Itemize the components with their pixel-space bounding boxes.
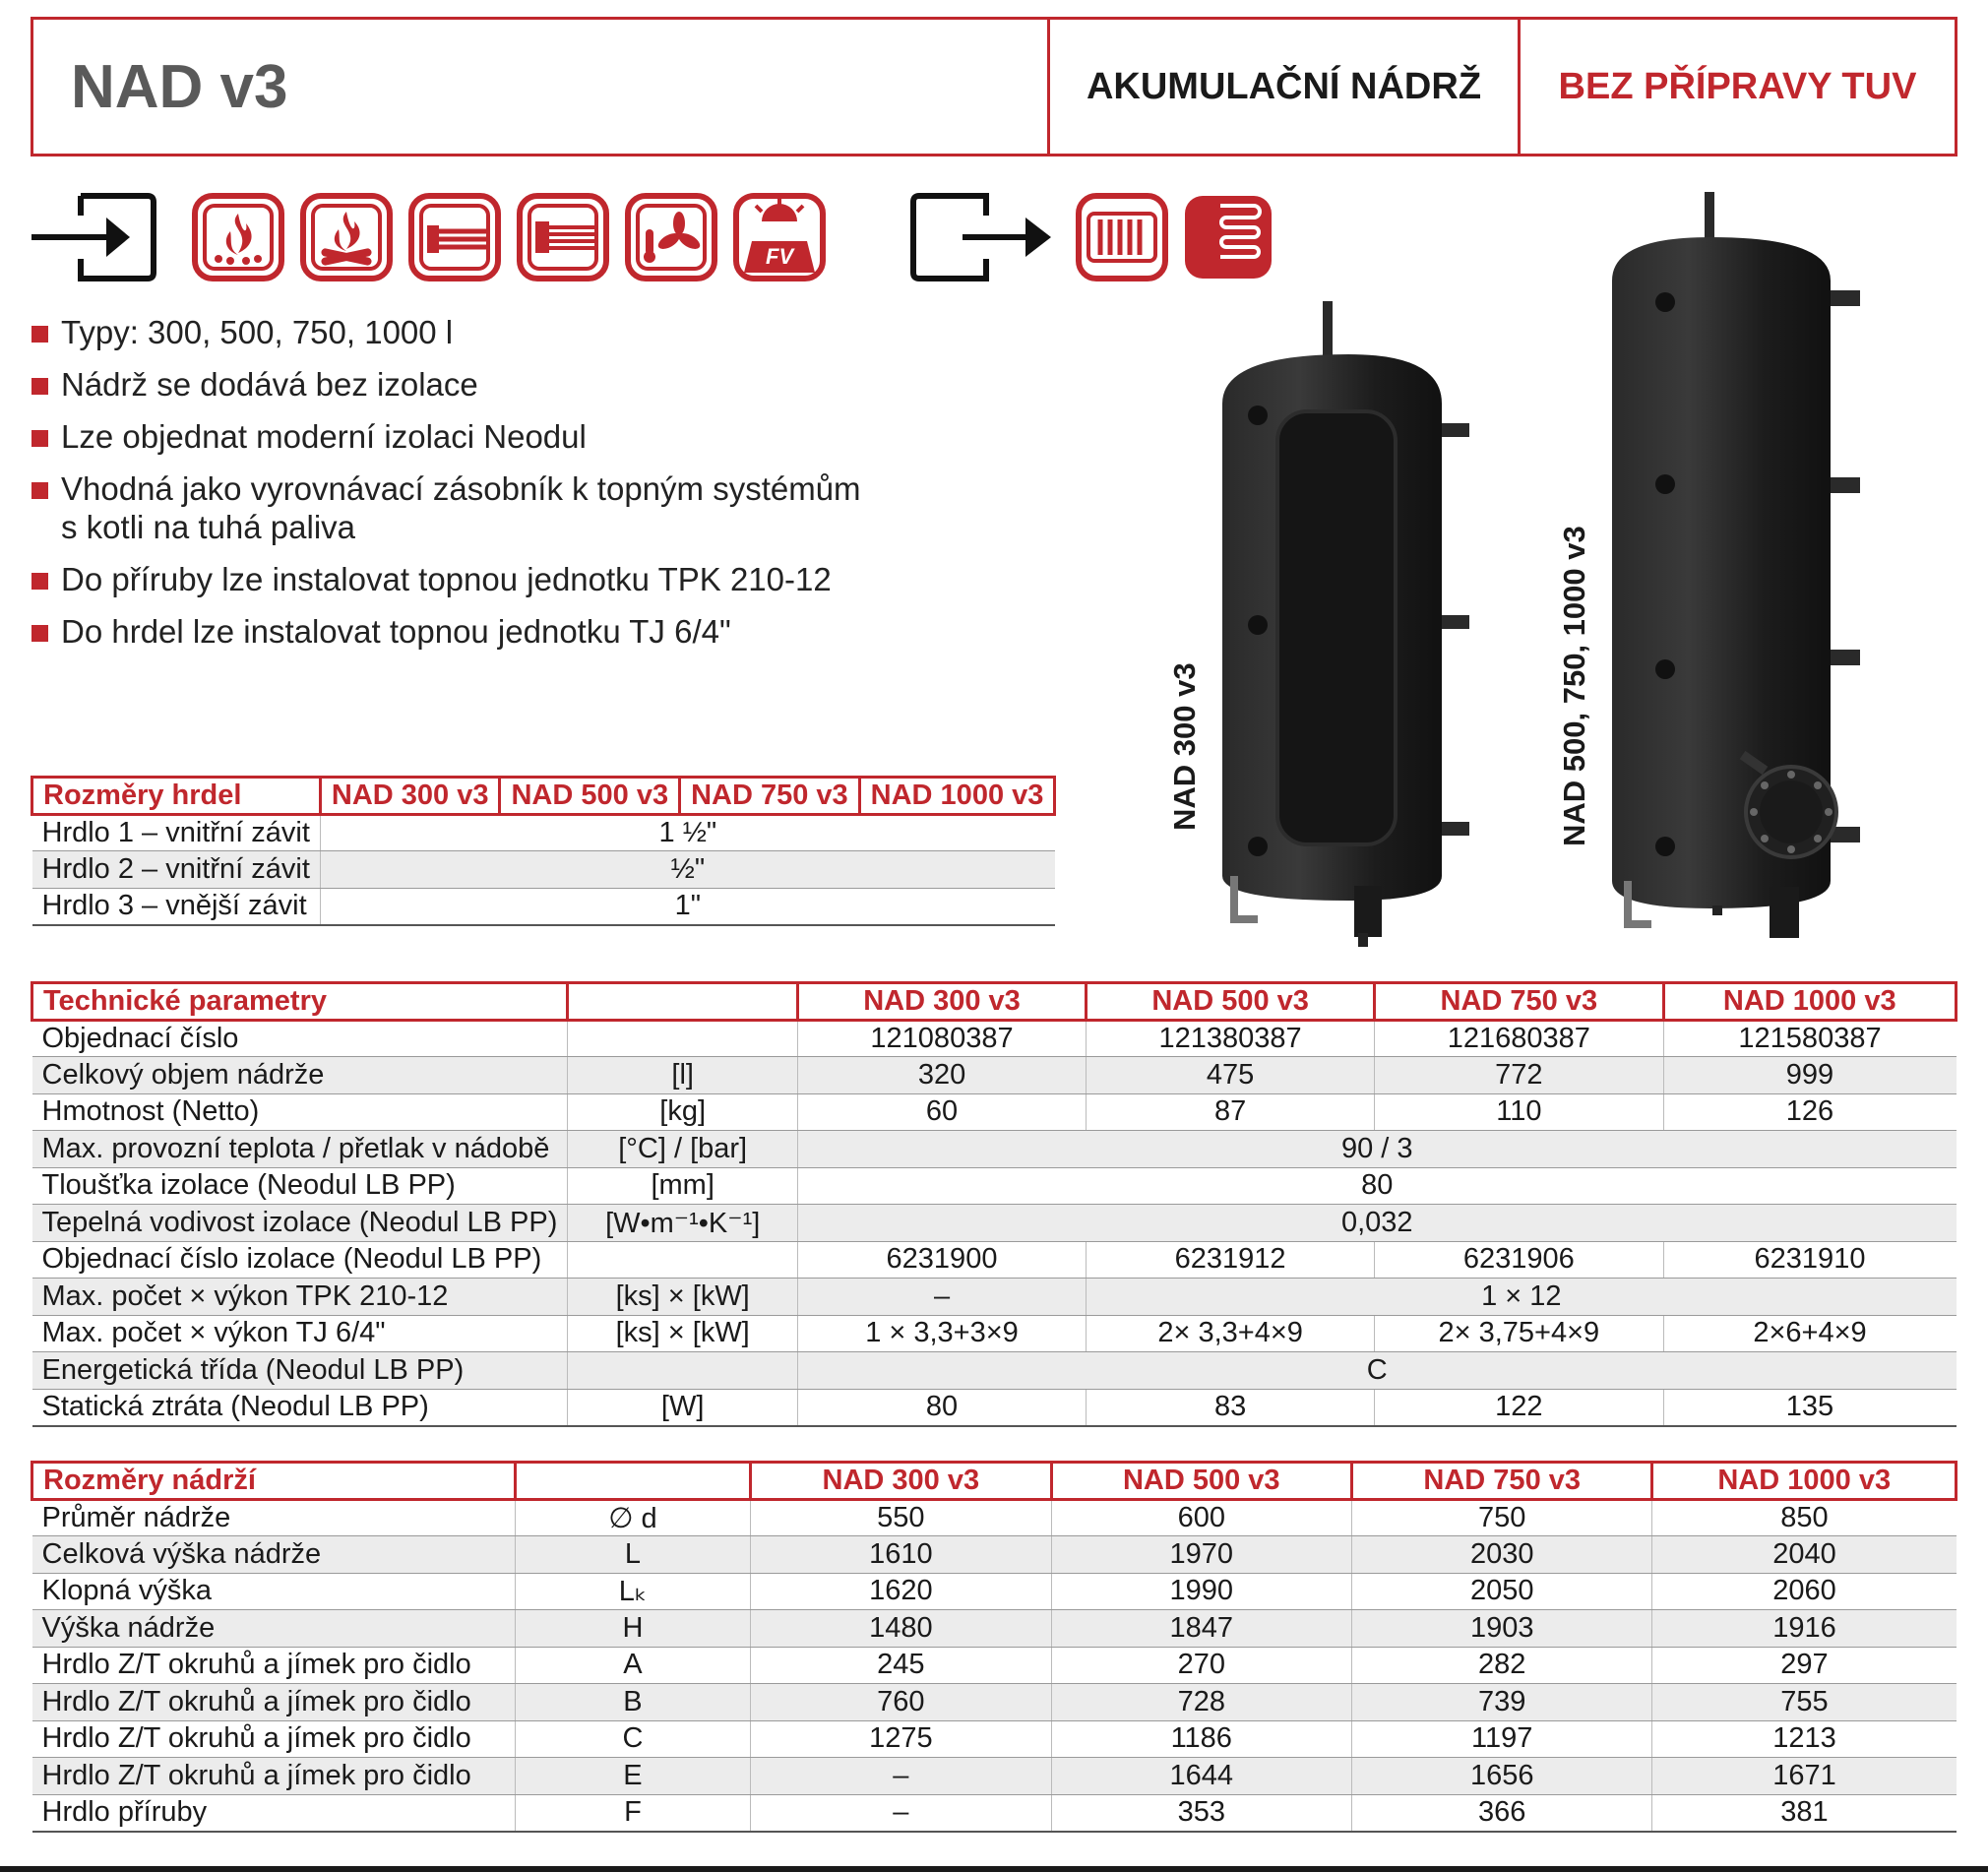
table-cell: Statická ztráta (Neodul LB PP) xyxy=(32,1389,568,1426)
table-row xyxy=(32,1131,1957,1168)
table-cell: B xyxy=(515,1684,750,1721)
radiator-icon xyxy=(1075,192,1169,282)
table-cell: Hrdlo Z/T okruhů a jímek pro čidlo xyxy=(32,1758,516,1795)
table-cell: 121680387 xyxy=(1375,1020,1663,1057)
table-cell: [mm] xyxy=(568,1167,798,1205)
table-cell: H xyxy=(515,1610,750,1648)
table-cell: 755 xyxy=(1652,1684,1957,1721)
fireplace-boiler-icon xyxy=(299,192,394,282)
table-cell: 126 xyxy=(1663,1093,1957,1131)
table-cell: ½" xyxy=(320,851,1055,889)
table-cell: 2× 3,75+4×9 xyxy=(1375,1315,1663,1352)
table-cell: 475 xyxy=(1087,1057,1375,1094)
table-cell: 135 xyxy=(1663,1389,1957,1426)
table-cell: 760 xyxy=(751,1684,1051,1721)
heating-element-icon xyxy=(407,192,502,282)
table-header-cell: NAD 500 v3 xyxy=(500,778,680,815)
table-cell: 2050 xyxy=(1352,1573,1652,1610)
table-cell: 550 xyxy=(751,1499,1051,1536)
table-row xyxy=(32,1499,1957,1536)
table-cell: Hrdlo příruby xyxy=(32,1794,516,1832)
table-cell: Objednací číslo izolace (Neodul LB PP) xyxy=(32,1241,568,1279)
table-row xyxy=(32,1057,1957,1094)
table-cell: 6231900 xyxy=(797,1241,1086,1279)
table-technical-parameters xyxy=(31,981,1957,1427)
table-cell: 600 xyxy=(1051,1499,1351,1536)
table-cell: 297 xyxy=(1652,1647,1957,1684)
table-row xyxy=(32,888,1055,925)
table-cell: A xyxy=(515,1647,750,1684)
table-cell: 1 × 3,3+3×9 xyxy=(797,1315,1086,1352)
table-cell: 1" xyxy=(320,888,1055,925)
table-cell: – xyxy=(751,1758,1051,1795)
table-cell: Energetická třída (Neodul LB PP) xyxy=(32,1352,568,1390)
table-cell: [ks] × [kW] xyxy=(568,1279,798,1316)
table-cell: 772 xyxy=(1375,1057,1663,1094)
table-header-cell: NAD 750 v3 xyxy=(1375,983,1663,1021)
table-cell: 270 xyxy=(1051,1647,1351,1684)
tank-small-label: NAD 300 v3 xyxy=(1167,662,1202,831)
table-row xyxy=(32,1758,1957,1795)
table-header-cell xyxy=(568,983,798,1021)
table-cell: 739 xyxy=(1352,1684,1652,1721)
table-row xyxy=(32,1167,1957,1205)
table-cell: [W•m⁻¹•K⁻¹] xyxy=(568,1205,798,1242)
table-row xyxy=(32,1647,1957,1684)
table-hrdel xyxy=(31,776,1056,926)
heating-coil-icon xyxy=(516,192,610,282)
list-item: Lze objednat moderní izolaci Neodul xyxy=(28,417,913,456)
page-title: NAD v3 xyxy=(71,52,288,121)
table-cell: Tloušťka izolace (Neodul LB PP) xyxy=(32,1167,568,1205)
table-cell xyxy=(568,1352,798,1390)
table-cell: 0,032 xyxy=(797,1205,1956,1242)
table-header-cell: NAD 500 v3 xyxy=(1087,983,1375,1021)
table-cell xyxy=(568,1020,798,1057)
table-cell: 90 / 3 xyxy=(797,1131,1956,1168)
table-cell: 999 xyxy=(1663,1057,1957,1094)
table-header-cell xyxy=(515,1463,750,1500)
table-cell: 121380387 xyxy=(1087,1020,1375,1057)
table-row xyxy=(32,1610,1957,1648)
table-header-cell: NAD 1000 v3 xyxy=(1652,1463,1957,1500)
table-cell: F xyxy=(515,1794,750,1832)
table-header-cell: Technické parametry xyxy=(32,983,568,1021)
table-cell: Klopná výška xyxy=(32,1573,516,1610)
table-header-cell: NAD 300 v3 xyxy=(797,983,1086,1021)
table-cell: 122 xyxy=(1375,1389,1663,1426)
table-cell xyxy=(568,1241,798,1279)
table-cell: 80 xyxy=(797,1167,1956,1205)
table-row xyxy=(32,1093,1957,1131)
table-cell: 1480 xyxy=(751,1610,1051,1648)
feature-list xyxy=(28,313,913,664)
table-cell: [ks] × [kW] xyxy=(568,1315,798,1352)
tank-nad-500-1000-image xyxy=(1594,192,1909,950)
table-row xyxy=(32,1573,1957,1610)
table-cell: Hrdlo Z/T okruhů a jímek pro čidlo xyxy=(32,1684,516,1721)
table-header-cell: NAD 300 v3 xyxy=(320,778,500,815)
table-header-row xyxy=(32,778,1055,815)
table-cell: E xyxy=(515,1758,750,1795)
table-cell: ∅ d xyxy=(515,1499,750,1536)
list-item: Vhodná jako vyrovnávací zásobník k topným systémům s kotli na tuhá paliva xyxy=(28,469,913,546)
table-cell: 245 xyxy=(751,1647,1051,1684)
table-row xyxy=(32,1020,1957,1057)
table-cell: 87 xyxy=(1087,1093,1375,1131)
table-cell: Výška nádrže xyxy=(32,1610,516,1648)
table-cell: 1656 xyxy=(1352,1758,1652,1795)
bottom-divider xyxy=(0,1866,1988,1872)
table-cell: 282 xyxy=(1352,1647,1652,1684)
table-cell: 2×6+4×9 xyxy=(1663,1315,1957,1352)
table-header-row xyxy=(32,983,1957,1021)
table-cell: 1197 xyxy=(1352,1720,1652,1758)
floor-heating-icon xyxy=(1181,192,1275,282)
table-cell: Max. počet × výkon TJ 6/4" xyxy=(32,1315,568,1352)
table-cell: 1213 xyxy=(1652,1720,1957,1758)
table-cell: 1610 xyxy=(751,1536,1051,1574)
list-item: Nádrž se dodává bez izolace xyxy=(28,365,913,404)
table-cell: 2030 xyxy=(1352,1536,1652,1574)
table-cell: 1 ½" xyxy=(320,814,1055,851)
table-cell: 2060 xyxy=(1652,1573,1957,1610)
table-header-cell: NAD 1000 v3 xyxy=(859,778,1055,815)
table-cell: – xyxy=(751,1794,1051,1832)
list-item: Do příruby lze instalovat topnou jednotku TPK 210-12 xyxy=(28,560,913,598)
table-header-cell: NAD 500 v3 xyxy=(1051,1463,1351,1500)
table-cell: 728 xyxy=(1051,1684,1351,1721)
table-row xyxy=(32,1241,1957,1279)
table-cell: Hrdlo Z/T okruhů a jímek pro čidlo xyxy=(32,1720,516,1758)
header xyxy=(31,17,1957,156)
table-cell: [°C] / [bar] xyxy=(568,1131,798,1168)
table-cell: – xyxy=(797,1279,1086,1316)
fv-label: FV xyxy=(766,244,794,269)
table-cell: 366 xyxy=(1352,1794,1652,1832)
table-cell: 6231906 xyxy=(1375,1241,1663,1279)
table-cell: Hmotnost (Netto) xyxy=(32,1093,568,1131)
table-row xyxy=(32,1279,1957,1316)
table-cell: 83 xyxy=(1087,1389,1375,1426)
table-row xyxy=(32,1536,1957,1574)
table-cell: 1620 xyxy=(751,1573,1051,1610)
table-cell: 1847 xyxy=(1051,1610,1351,1648)
table-cell: 1671 xyxy=(1652,1758,1957,1795)
table-cell: 121580387 xyxy=(1663,1020,1957,1057)
table-header-cell: NAD 1000 v3 xyxy=(1663,983,1957,1021)
table-row xyxy=(32,1720,1957,1758)
table-row xyxy=(32,1205,1957,1242)
table-cell: 1644 xyxy=(1051,1758,1351,1795)
table-cell: Hrdlo 1 – vnitřní závit xyxy=(32,814,321,851)
table-tank-dimensions xyxy=(31,1461,1957,1833)
table-header-cell: NAD 750 v3 xyxy=(1352,1463,1652,1500)
table-cell: L xyxy=(515,1536,750,1574)
table-cell: 1916 xyxy=(1652,1610,1957,1648)
table-row xyxy=(32,1352,1957,1390)
table-cell: C xyxy=(515,1720,750,1758)
table-cell: Objednací číslo xyxy=(32,1020,568,1057)
feature-icons xyxy=(0,192,1299,285)
tank-nad-300-image xyxy=(1201,295,1496,955)
table-cell: Tepelná vodivost izolace (Neodul LB PP) xyxy=(32,1205,568,1242)
input-arrow-icon xyxy=(31,192,159,282)
table-cell: [kg] xyxy=(568,1093,798,1131)
table-row xyxy=(32,851,1055,889)
table-header-cell: Rozměry hrdel xyxy=(32,778,321,815)
table-header-row xyxy=(32,1463,1957,1500)
table-cell: [W] xyxy=(568,1389,798,1426)
table-row xyxy=(32,1794,1957,1832)
table-cell: Hrdlo 3 – vnější závit xyxy=(32,888,321,925)
table-row xyxy=(32,1315,1957,1352)
table-cell: Max. provozní teplota / přetlak v nádobě xyxy=(32,1131,568,1168)
table-cell: 1903 xyxy=(1352,1610,1652,1648)
table-cell: 2040 xyxy=(1652,1536,1957,1574)
table-cell: Max. počet × výkon TPK 210-12 xyxy=(32,1279,568,1316)
table-cell: 60 xyxy=(797,1093,1086,1131)
table-cell: 750 xyxy=(1352,1499,1652,1536)
table-cell: 110 xyxy=(1375,1093,1663,1131)
table-header-cell: NAD 300 v3 xyxy=(751,1463,1051,1500)
table-cell: Lₖ xyxy=(515,1573,750,1610)
table-cell: Průměr nádrže xyxy=(32,1499,516,1536)
table-cell: Celková výška nádrže xyxy=(32,1536,516,1574)
table-row xyxy=(32,1389,1957,1426)
table-cell: 121080387 xyxy=(797,1020,1086,1057)
list-item: Do hrdel lze instalovat topnou jednotku TJ 6/4" xyxy=(28,612,913,651)
product-category: AKUMULAČNÍ NÁDRŽ xyxy=(1047,20,1518,154)
table-cell: Hrdlo Z/T okruhů a jímek pro čidlo xyxy=(32,1647,516,1684)
table-row xyxy=(32,814,1055,851)
table-cell: Hrdlo 2 – vnitřní závit xyxy=(32,851,321,889)
table-header-cell: Rozměry nádrží xyxy=(32,1463,516,1500)
table-cell: Celkový objem nádrže xyxy=(32,1057,568,1094)
table-cell: 1990 xyxy=(1051,1573,1351,1610)
table-cell: 1970 xyxy=(1051,1536,1351,1574)
table-cell: 381 xyxy=(1652,1794,1957,1832)
table-cell: 6231910 xyxy=(1663,1241,1957,1279)
list-item: Typy: 300, 500, 750, 1000 l xyxy=(28,313,913,351)
table-cell: 80 xyxy=(797,1389,1086,1426)
heat-pump-icon xyxy=(624,192,718,282)
table-cell: 353 xyxy=(1051,1794,1351,1832)
table-cell: [l] xyxy=(568,1057,798,1094)
table-cell: 1 × 12 xyxy=(1087,1279,1957,1316)
tank-big-label: NAD 500, 750, 1000 v3 xyxy=(1557,526,1591,846)
output-arrow-icon xyxy=(907,192,1055,282)
fireplace-icon xyxy=(191,192,285,282)
table-cell: 6231912 xyxy=(1087,1241,1375,1279)
table-cell: 850 xyxy=(1652,1499,1957,1536)
table-cell: 1275 xyxy=(751,1720,1051,1758)
table-header-cell: NAD 750 v3 xyxy=(680,778,860,815)
table-cell: 2× 3,3+4×9 xyxy=(1087,1315,1375,1352)
table-cell: 1186 xyxy=(1051,1720,1351,1758)
table-row xyxy=(32,1684,1957,1721)
product-note: BEZ PŘÍPRAVY TUV xyxy=(1518,20,1955,154)
table-cell: 320 xyxy=(797,1057,1086,1094)
table-cell: C xyxy=(797,1352,1956,1390)
